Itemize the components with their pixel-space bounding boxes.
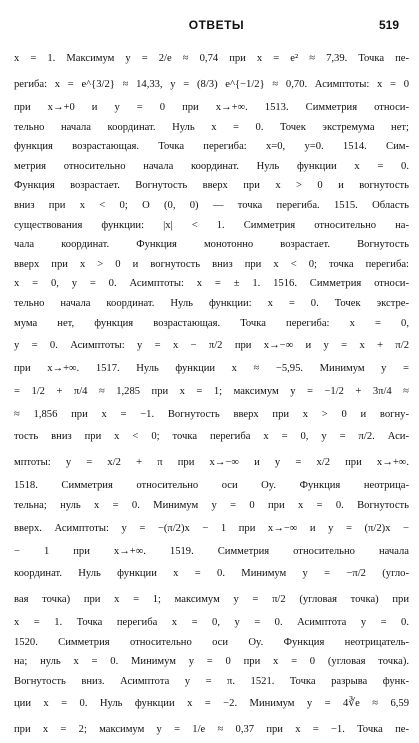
answers-text: [14, 46, 409, 743]
text-line: 1520. Симметрия относительно оси Oy. Функция неотрицатель-: [14, 636, 409, 648]
text-line: вая точка) при x = 1; максимум y = π/2 (угловая точка) при: [14, 594, 409, 606]
text-line: тельно начала координат. Нуль x = 0. Точек экстремума нет;: [14, 121, 409, 133]
text-line: метрия относительно начала координат. Нуль функции x = 0.: [14, 160, 409, 172]
text-line: вниз при x < 0; O (0, 0) — точка перегиба. 1515. Область: [14, 199, 409, 211]
page-number: 519: [378, 18, 399, 32]
text-line: координат. Нуль функции x = 0. Минимум y = −π/2 (угло-: [14, 568, 409, 580]
text-line: региба: x = e^{3/2} ≈ 14,33, y = (8/3) e^{−1/2} ≈ 0,70. Асимптоты: x = 0: [14, 79, 409, 90]
text-line: тельна; нуль x = 0. Минимум y = 0 при x = 0. Вогнутость: [14, 499, 409, 511]
text-line: x = 1. Максимум y = 2/e ≈ 0,74 при x = e² ≈ 7,39. Точка пе-: [14, 53, 409, 64]
text-line: функция возрастающая. Точка перегиба: x=0, y=0. 1514. Сим-: [14, 141, 409, 153]
text-line: − 1 при x→+∞. 1519. Симметрия относительно начала: [14, 545, 409, 557]
text-line: тость вниз при x < 0; точка перегиба x = 0, y = π/2. Аси-: [14, 431, 409, 443]
page-title: ОТВЕТЫ: [188, 18, 245, 32]
text-line: y = 0. Асимптоты: y = x − π/2 при x→−∞ и y = x + π/2: [14, 340, 409, 352]
text-line: = 1/2 + π/4 ≈ 1,285 при x = 1; максимум y = −1/2 + 3π/4 ≈: [14, 385, 409, 397]
text-line: вверх при x > 0 и вогнутость вниз при x < 0; точка перегиба:: [14, 258, 409, 270]
text-line: при x = 2; максимум y = 1/e ≈ 0,37 при x = −1. Точка пе-: [14, 724, 409, 736]
text-line: существования функции: |x| < 1. Симметрия относительно на-: [14, 219, 409, 231]
text-line: при x→+∞. 1517. Нуль функции x ≈ −5,95. Минимум y =: [14, 363, 409, 375]
text-line: тельно начала координат. Нуль функции: x = 0. Точек экстре-: [14, 297, 409, 309]
text-line: x = 1. Точка перегиба x = 0, y = 0. Асимптота y = 0.: [14, 617, 409, 629]
text-line: мума нет, функция возрастающая. Точка перегиба: x = 0,: [14, 317, 409, 329]
text-line: при x→+0 и y = 0 при x→+∞. 1513. Симметрия относи-: [14, 102, 409, 113]
text-line: Функция возрастает. Вогнутость вверх при x > 0 и вогнутость: [14, 180, 409, 192]
text-line: ≈ 1,856 при x = −1. Вогнутость вверх при x > 0 и вогну-: [14, 408, 409, 420]
text-line: Вогнутость вниз. Асимптота y = π. 1521. Точка разрыва функ-: [14, 675, 409, 687]
text-line: 1518. Симметрия относительно оси Oy. Функция неотрица-: [14, 480, 409, 492]
text-line: чала координат. Функция монотонно возрастает. Вогнутость: [14, 239, 409, 251]
text-line: мптоты: y = x/2 + π при x→−∞ и y = x/2 при x→+∞.: [14, 457, 409, 469]
text-line: ции x = 0. Нуль функции x = −2. Минимум y = 4∛e ≈ 6,59: [14, 698, 409, 710]
text-line: на; нуль x = 0. Минимум y = 0 при x = 0 (угловая точка).: [14, 656, 409, 668]
text-line: x = 0, y = 0. Асимптоты: x = ± 1. 1516. Симметрия относи-: [14, 278, 409, 290]
page-header: [14, 18, 399, 38]
text-line: вверх. Асимптоты: y = −(π/2)x − 1 при x→−∞ и y = (π/2)x −: [14, 522, 409, 534]
